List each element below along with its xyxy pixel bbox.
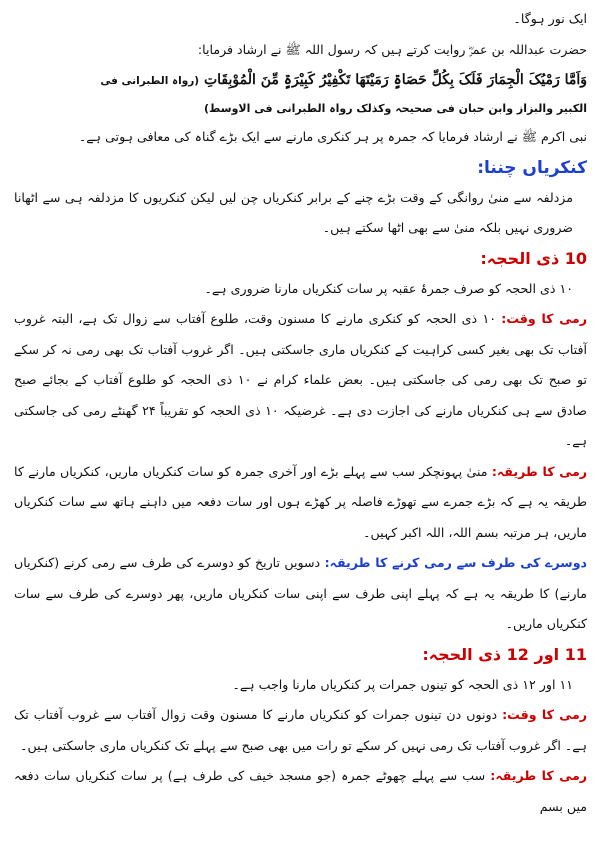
label-rami-method: رمی کا طریقہ:: [491, 463, 588, 479]
paragraph-text: منیٰ پہونچکر سب سے پہلے بڑے اور آخری جمرہ کو سات کنکریاں ماریں، کنکریاں مارنے کا طریقہ یہ ہے کہ بڑے جمرے سے تھوڑے فاصلہ پر کھڑے ہوں اور سات دفعہ میں داہنے ہاتھ سے سات کنکریاں ماریں، ہر مرتبہ بسم اللہ، اللہ اکبر کہیں۔: [14, 463, 587, 540]
paragraph-10-time: [14, 304, 587, 457]
paragraph-text: سب سے پہلے چھوٹے جمرہ (جو مسجد خیف کی طرف ہے) پر سات کنکریاں سات دفعہ میں بسم: [14, 768, 587, 814]
heading-text: ذی الحجہ:: [480, 248, 560, 268]
paragraph-10-method: [14, 457, 587, 549]
section-heading-pebbles: کنکریاں چننا:: [477, 157, 587, 178]
label-rami-time: رمی کا وقت:: [501, 311, 587, 326]
heading-number: 11: [564, 644, 587, 664]
text-line: ایک نور ہوگا۔: [513, 11, 587, 26]
heading-number: 10: [564, 248, 587, 268]
section-heading-10-dhul-hijjah: [14, 244, 587, 274]
heading-number: 12: [506, 644, 529, 664]
section-heading-11-12-dhul-hijjah: [14, 640, 587, 670]
paragraph-text: دونوں دن تینوں جمرات کو کنکریاں مارنے کا مسنون وقت زوال آفتاب سے غروب آفتاب تک ہے۔ اگر غروب آفتاب تک رمی نہیں کر سکے تو رات میں بھی صبح سے پہلے تک کنکریاں ماری جاسکتی ہیں۔: [14, 707, 587, 753]
label-proxy-method: دوسرے کی طرف سے رمی کرنے کا طریقہ:: [324, 555, 587, 570]
label-rami-time: رمی کا وقت:: [502, 707, 587, 722]
paragraph-11-12-time: [14, 700, 587, 761]
paragraph-11-12-intro: ۱۱ اور ۱۲ ذی الحجہ کو تینوں جمرات پر کنکریاں مارنا واجب ہے۔: [232, 676, 573, 692]
text-line: نبی اکرم ﷺ نے ارشاد فرمایا کہ جمرہ پر ہر کنکری مارنے سے ایک بڑے گناہ کی معافی ہوتی ہے۔: [78, 129, 587, 144]
hadith-arabic: [14, 65, 587, 96]
heading-text: ذی الحجہ:: [422, 644, 502, 664]
paragraph-11-12-method: [14, 761, 587, 822]
paragraph-10-proxy: [14, 548, 587, 640]
label-rami-method: رمی کا طریقہ:: [490, 768, 588, 783]
paragraph-text: دسویں تاریخ کو دوسرے کی طرف سے رمی کرنے (کنکریاں مارنے) کا طریقہ یہ ہے کہ پہلے اپنی طرف سے اپنی سات کنکریاں ماریں، پھر دوسرے کی طرف سے سات کنکریاں ماریں۔: [14, 555, 587, 631]
hadith-arabic-text: وَاَمَّا رَمْیُکَ الْجِمَارَ فَلَکَ بِکُلِّ حَصَاۃٍ رَمَیْتَھَا تَکْفِیْرُ کَبِیْرَۃٍ مِّنَ الْمُوْبِقَاتِ: [203, 72, 587, 88]
hadith-reference-line: الکبیر والبزاز وابن حبان فی صحیحہ وکذلک رواہ الطبرانی فی الاوسط): [203, 102, 587, 115]
paragraph-text: ۱۰ ذی الحجہ کو کنکری مارنے کا مسنون وقت، طلوع آفتاب سے زوال تک ہے، البتہ غروب آفتاب تک بھی بغیر کسی کراہیت کے کنکریاں ماری جاسکتی ہیں۔ اگر غروب آفتاب تک بھی رمی نہ کر سکے تو صبح تک بھی رمی کی جاسکتی ہیں۔ بعض علماء کرام نے ۱۰ ذی الحجہ کو طلوع آفتاب کے بجائے صبح صادق سے ہی کنکریاں مارنے کی اجازت دی ہے۔ غرضیکہ ۱۰ ذی الحجہ کو تقریباً ۲۴ گھنٹے رمی کی جاسکتی ہے۔: [14, 311, 587, 448]
paragraph-pebbles: مزدلفہ سے منیٰ روانگی کے وقت بڑے چنے کے برابر کنکریاں چن لیں لیکن کنکریوں کا مزدلفہ ہی سے اٹھانا ضروری نہیں بلکہ منیٰ سے بھی اٹھا سکتے ہیں۔: [14, 189, 573, 235]
hadith-reference: (رواہ الطبرانی فی: [100, 75, 200, 87]
text-line: حضرت عبداللہ بن عمرؓ روایت کرتے ہیں کہ رسول اللہ ﷺ نے ارشاد فرمایا:: [197, 41, 587, 57]
paragraph-10-intro: ۱۰ ذی الحجہ کو صرف جمرۂ عقبہ پر سات کنکریاں مارنا ضروری ہے۔: [204, 280, 573, 296]
heading-conjunction: اور: [534, 644, 560, 664]
